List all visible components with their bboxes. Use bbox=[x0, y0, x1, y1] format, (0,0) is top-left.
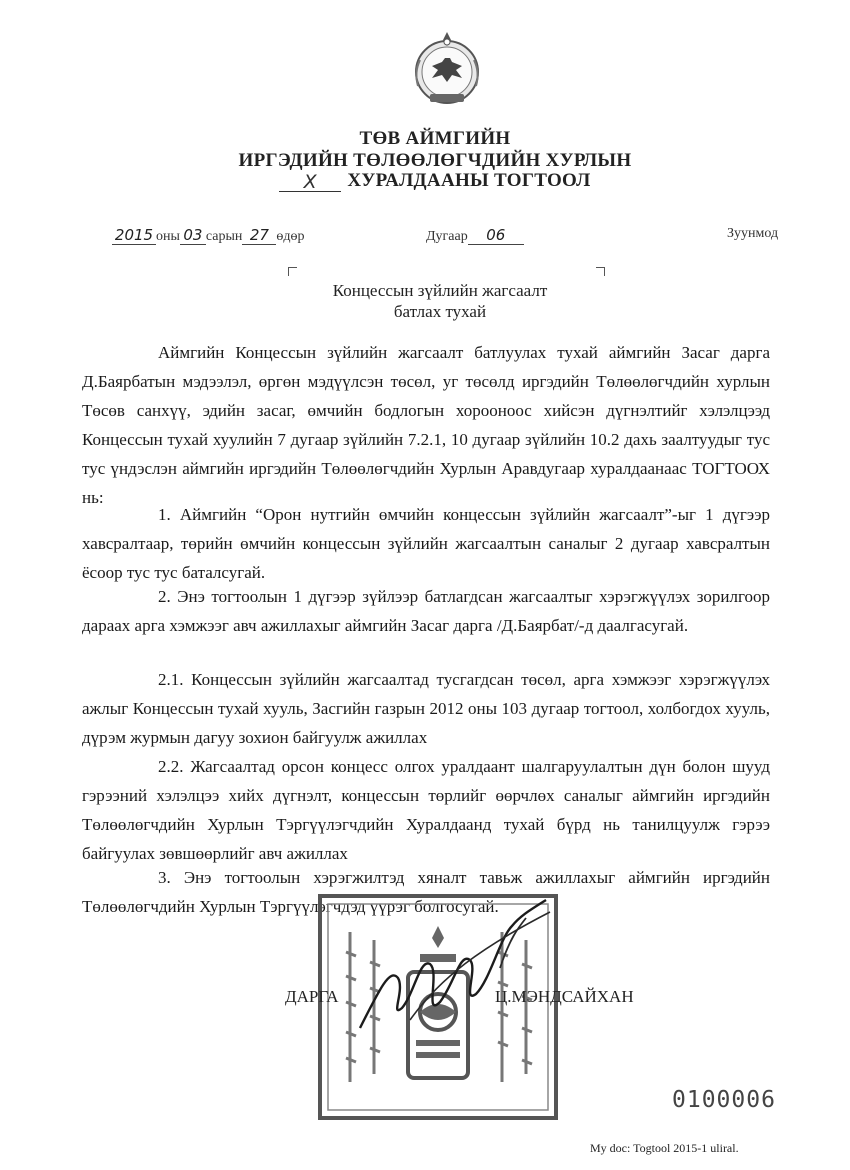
number-label: Дугаар bbox=[426, 229, 468, 244]
date-day-suffix: өдөр bbox=[276, 229, 305, 244]
header-line-3 bbox=[10, 170, 850, 192]
state-emblem-icon bbox=[412, 28, 482, 106]
date-month-suffix: сарын bbox=[205, 229, 243, 244]
title-line-1: Концессын зүйлийн жагсаалт bbox=[332, 281, 548, 300]
serial-number: 0100006 bbox=[672, 1087, 776, 1113]
date-year: 2015 bbox=[112, 226, 156, 245]
header-line-1: ТӨВ АЙМГИЙН bbox=[359, 128, 511, 149]
corner-mark-left bbox=[288, 267, 297, 276]
title-line-2: батлах тухай bbox=[393, 302, 487, 321]
document-number-filled: 06 bbox=[468, 226, 524, 245]
handwritten-signature-icon bbox=[350, 898, 560, 1048]
session-number-blank bbox=[279, 171, 341, 192]
number-field bbox=[426, 226, 524, 245]
paragraph-item-2-1-text: 2.1. Концессын зүйлийн жагсаалтад тусгагдсан төсөл, арга хэмжээг хэрэгжүүлэх ажлыг Концессын тухай хууль, Засгийн газрын 2012 оны 103 дугаар тогтоол, холбогдох хууль, дүрэм журмын дагуу зохион байгуулж ажиллах bbox=[82, 670, 770, 747]
paragraph-item-2-1 bbox=[82, 665, 770, 752]
footer-file-reference: My doc: Togtool 2015-1 ulirаl. bbox=[590, 1141, 739, 1155]
paragraph-preamble-text: Аймгийн Концессын зүйлийн жагсаалт батлуулах тухай аймгийн Засаг дарга Д.Баярбатын мэдээлэл, өргөн мэдүүлсэн төсөл, уг төсөлд иргэдийн Төлөөлөгчдийн хурлын Төсөв санхүү, эдийн засаг, өмчийн бодлогын хорооноос хийсэн дүгнэлтийг хэлэлцээд Концессын тухай хуулийн 7 дугаар зүйлийн 7.2.1, 10 дугаар зүйлийн 10.2 дахь заалтуудыг тус тус үндэслэн аймгийн иргэдийн Төлөөлөгчдийн Хурлын Аравдугаар хуралдаанаас ТОГТООХ нь: bbox=[82, 343, 770, 507]
paragraph-item-2-2-text: 2.2. Жагсаалтад орсон концесс олгох уралдаант шалгаруулалтын дүн болон шууд гэрээний хэлэлцээ хийх дүгнэлт, концессын төрлийг өөрчлөх саналыг аймгийн иргэдийн Төлөөлөгчдийн Хурлын Тэргүүлэгчдийн Хуралдаанд тухай бүрд нь танилцуулж гэрээ байгуулах зөвшөөрлийг авч ажиллах bbox=[82, 757, 770, 863]
paragraph-item-2 bbox=[82, 582, 770, 640]
date-year-suffix: оны bbox=[156, 229, 180, 244]
paragraph-item-1 bbox=[82, 500, 770, 587]
paragraph-item-1-text: 1. Аймгийн “Орон нутгийн өмчийн концессын зүйлийн жагсаалт”-ыг 1 дүгээр хавсралтаар, төрийн өмчийн концессын зүйлийн жагсаалтын саналыг 2 дугаар хавсралтын ёсоор тус тус баталсугай. bbox=[82, 505, 770, 582]
paragraph-preamble bbox=[82, 338, 770, 512]
date-field bbox=[112, 226, 305, 245]
header-line-2: ИРГЭДИЙН ТӨЛӨӨЛӨГЧДИЙН ХУРЛЫН bbox=[238, 150, 632, 171]
date-month: 03 bbox=[180, 226, 206, 245]
signatory-name: Ц.МЭНДСАЙХАН bbox=[495, 987, 634, 1006]
header-line-3-text: ХУРАЛДААНЫ ТОГТООЛ bbox=[347, 170, 591, 191]
paragraph-item-2-text: 2. Энэ тогтоолын 1 дүгээр зүйлээр батлагдсан жагсаалтыг хэрэгжүүлэх зорилгоор дараах арга хэмжээг авч ажиллахыг аймгийн Засаг дарга /Д.Баярбат/-д даалгасугай. bbox=[82, 587, 770, 635]
date-day: 27 bbox=[242, 226, 276, 245]
session-number: X bbox=[303, 171, 317, 193]
corner-mark-right bbox=[596, 267, 605, 276]
place-name: Зуунмод bbox=[727, 226, 779, 241]
document-title bbox=[0, 280, 850, 322]
paragraph-item-3-text: 3. Энэ тогтоолын хэрэгжилтэд хяналт тавьж ажиллахыг аймгийн иргэдийн Төлөөлөгчдийн Хурлын Тэргүүлэгчдэд үүрэг болгосугай. bbox=[82, 868, 770, 916]
paragraph-item-2-2 bbox=[82, 752, 770, 868]
signatory-title: ДАРГА bbox=[285, 987, 339, 1006]
